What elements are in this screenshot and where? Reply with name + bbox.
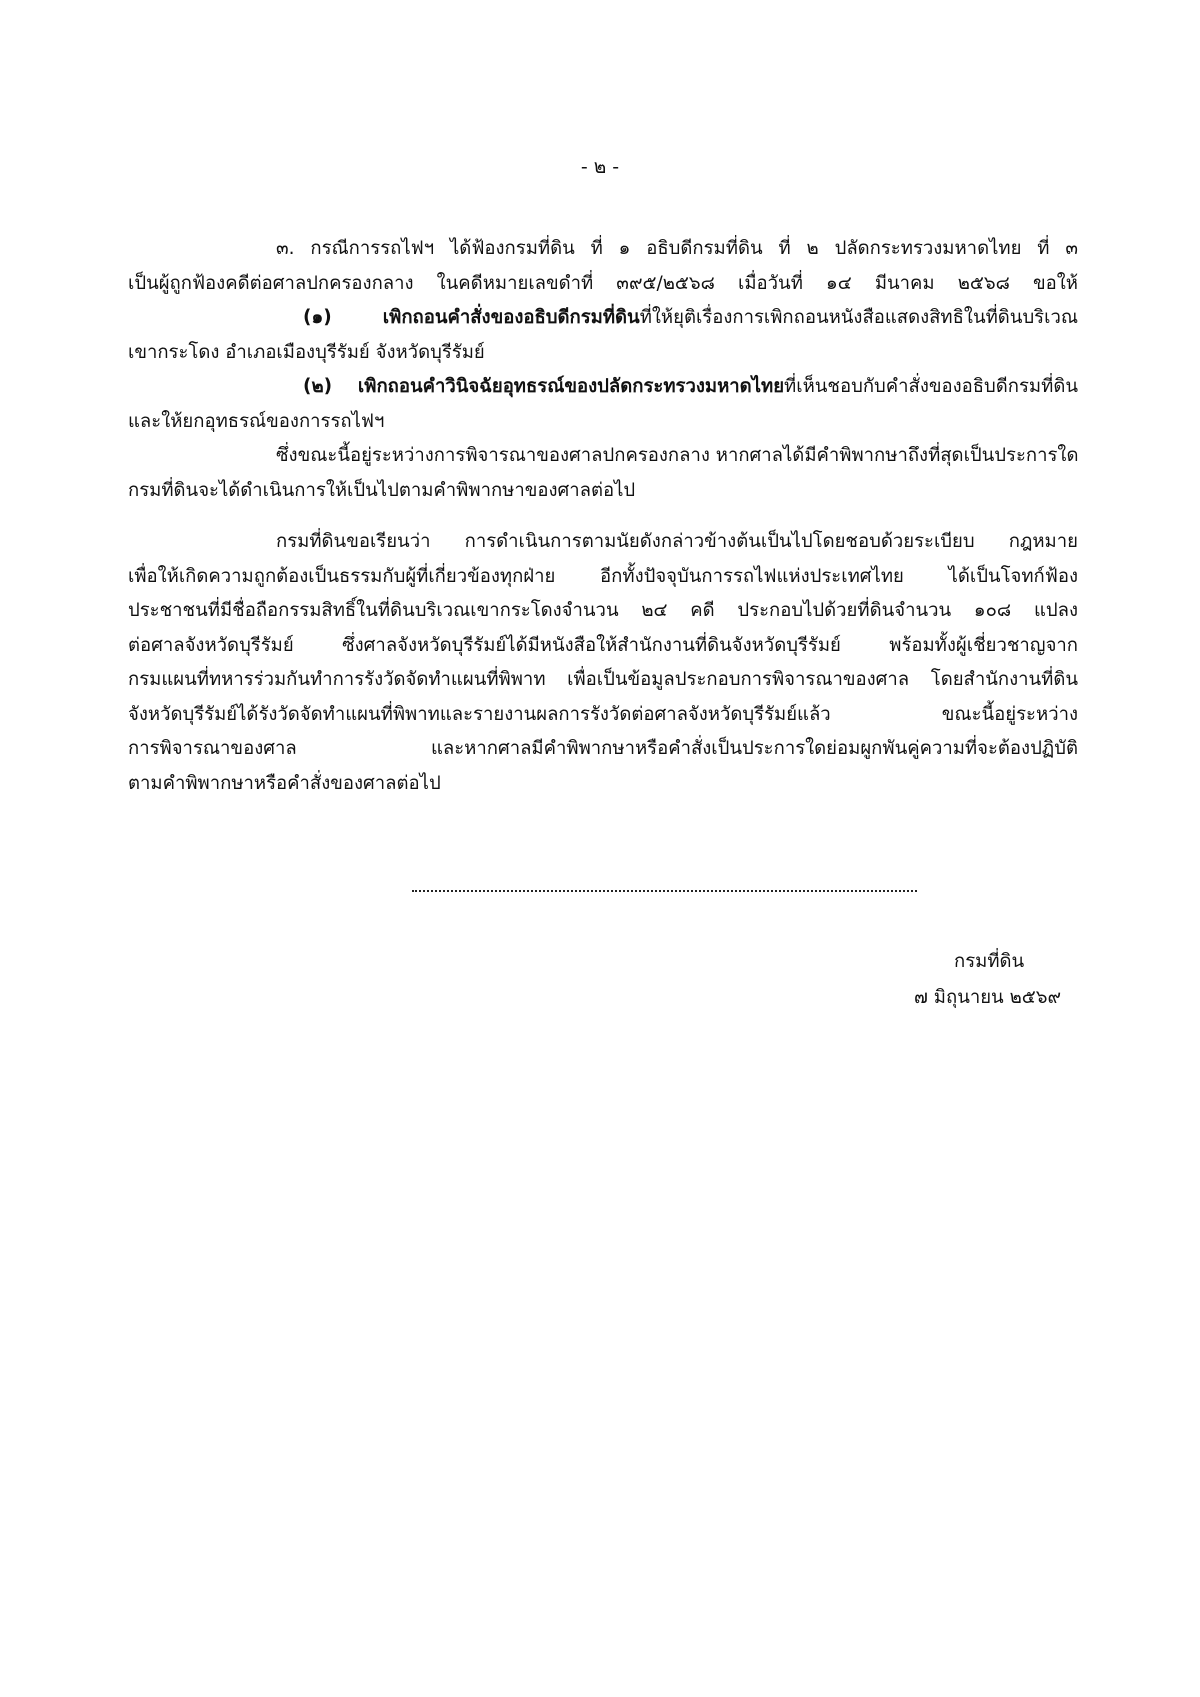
conclusion-line-6: จังหวัดบุรีรัมย์ได้รังวัดจัดทำแผนที่พิพาทและรายงานผลการรังวัดต่อศาลจังหวัดบุรีรัมย์แล้ว ขณะนี้อยู่ระหว่าง	[128, 703, 1078, 725]
signature-date: ๗ มิถุนายน ๒๕๖๙	[914, 987, 1062, 1008]
signature-organization: กรมที่ดิน	[954, 951, 1025, 972]
dotted-separator	[412, 890, 917, 892]
item-3-line-2: เป็นผู้ถูกฟ้องคดีต่อศาลปกครองกลาง ในคดีหมายเลขดำที่ ๓๙๕/๒๕๖๘ เมื่อวันที่ ๑๔ มีนาคม ๒๕๖๘ ขอให้	[128, 272, 1078, 294]
document-body	[128, 232, 1078, 801]
status-line-2: กรมที่ดินจะได้ดำเนินการให้เป็นไปตามคำพิพากษาของศาลต่อไป	[128, 479, 636, 501]
sub-item-1-bold-text: (๑) เพิกถอนคำสั่งของอธิบดีกรมที่ดิน	[303, 307, 640, 328]
page-number: - ๒ -	[580, 156, 620, 178]
conclusion-line-7: การพิจารณาของศาล และหากศาลมีคำพิพากษาหรือคำสั่งเป็นประการใดย่อมผูกพันคู่ความที่จะต้องปฏิบัติ	[128, 738, 1078, 759]
status-line-1: ซึ่งขณะนี้อยู่ระหว่างการพิจารณาของศาลปกครองกลาง หากศาลได้มีคำพิพากษาถึงที่สุดเป็นประการใด	[276, 445, 1079, 466]
item-3-section	[128, 232, 1078, 508]
conclusion-line-3: ประชาชนที่มีชื่อถือกรรมสิทธิ์ในที่ดินบริเวณเขากระโดงจำนวน ๒๔ คดี ประกอบไปด้วยที่ดินจำนวน ๑๐๘ แปลง	[128, 600, 1078, 621]
conclusion-line-4: ต่อศาลจังหวัดบุรีรัมย์ ซึ่งศาลจังหวัดบุรีรัมย์ได้มีหนังสือให้สำนักงานที่ดินจังหวัดบุรีรัมย์ พร้อมทั้งผู้เชี่ยวชาญจาก	[128, 634, 1078, 656]
conclusion-line-8: ตามคำพิพากษาหรือคำสั่งของศาลต่อไป	[128, 772, 441, 794]
item-3-line-1: ๓. กรณีการรถไฟฯ ได้ฟ้องกรมที่ดิน ที่ ๑ อธิบดีกรมที่ดิน ที่ ๒ ปลัดกระทรวงมหาดไทย ที่ ๓	[276, 238, 1078, 259]
sub-item-2-bold-text: (๒) เพิกถอนคำวินิจฉัยอุทธรณ์ของปลัดกระทรวงมหาดไทย	[303, 376, 785, 397]
sub-item-1-line-2: เขากระโดง อำเภอเมืองบุรีรัมย์ จังหวัดบุรีรัมย์	[128, 341, 485, 363]
sub-item-2-text: ที่เห็นชอบกับคำสั่งของอธิบดีกรมที่ดิน	[784, 376, 1078, 397]
sub-item-2-line-1	[128, 370, 1078, 405]
conclusion-paragraph	[128, 525, 1078, 801]
conclusion-line-1: กรมที่ดินขอเรียนว่า การดำเนินการตามนัยดังกล่าวข้างต้นเป็นไปโดยชอบด้วยระเบียบ กฎหมาย	[276, 531, 1078, 552]
conclusion-line-5: กรมแผนที่ทหารร่วมกันทำการรังวัดจัดทำแผนที่พิพาท เพื่อเป็นข้อมูลประกอบการพิจารณาของศาล โดยสำนักงานที่ดิน	[128, 669, 1078, 690]
paragraph-gap	[128, 508, 1078, 525]
signature-block	[900, 944, 1100, 1016]
conclusion-line-2: เพื่อให้เกิดความถูกต้องเป็นธรรมกับผู้ที่เกี่ยวข้องทุกฝ่าย อีกทั้งปัจจุบันการรถไฟแห่งประเทศไทย ได้เป็นโจทก์ฟ้อง	[128, 565, 1078, 587]
sub-item-2-line-2: และให้ยกอุทธรณ์ของการรถไฟฯ	[128, 410, 385, 432]
sub-item-1-line-1	[128, 301, 1078, 336]
sub-item-1-text: ที่ให้ยุติเรื่องการเพิกถอนหนังสือแสดงสิทธิในที่ดินบริเวณ	[639, 307, 1078, 328]
